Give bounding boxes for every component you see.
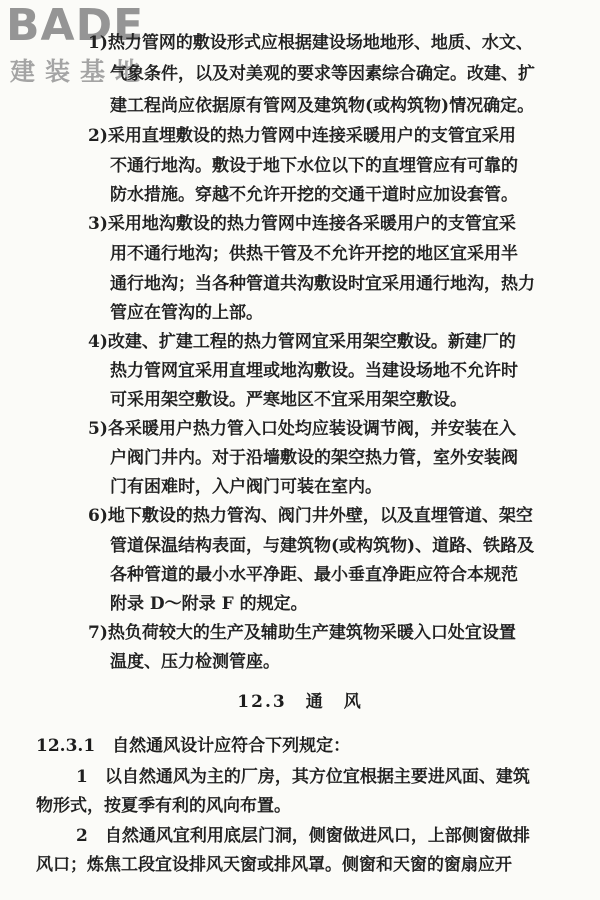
item-5-line-3: 门有困难时，入户阀门可装在室内。	[110, 477, 382, 497]
item-6-line-2: 管道保温结构表面，与建筑物(或构筑物)、道路、铁路及	[110, 536, 535, 556]
item-3-line-2: 用不通行地沟；供热干管及不允许开挖的地区宜采用半	[110, 244, 518, 264]
item-3-line-3: 通行地沟；当各种管道共沟敷设时宜采用通行地沟，热力	[110, 274, 535, 294]
item-2-line-3: 防水措施。穿越不允许开挖的交通干道时应加设套管。	[110, 185, 518, 205]
sub-item-1-line-2: 物形式，按夏季有利的风向布置。	[36, 796, 291, 816]
sub-item-2-line-1: 2 自然通风宜利用底层门洞，侧窗做进风口，上部侧窗做排	[76, 826, 530, 846]
clause-12-3-1	[36, 735, 350, 757]
watermark-tagline: 建装基地	[10, 57, 151, 86]
section-title: 通 风	[305, 692, 363, 712]
item-4-line-3: 可采用架空敷设。严寒地区不宜采用架空敷设。	[110, 390, 467, 410]
item-1-line-1: 1)热力管网的敷设形式应根据建设场地地形、地质、水文、	[88, 33, 533, 53]
item-2-line-1: 2)采用直埋敷设的热力管网中连接采暖用户的支管宜采用	[88, 126, 516, 146]
clause-number: 12.3.1	[36, 736, 96, 756]
sub-item-1-line-1: 1 以自然通风为主的厂房，其方位宜根据主要进风面、建筑	[76, 767, 530, 787]
item-6-line-1: 6)地下敷设的热力管沟、阀门井外壁，以及直埋管道、架空	[88, 506, 533, 526]
item-1-line-3: 建工程尚应依据原有管网及建筑物(或构筑物)情况确定。	[110, 96, 535, 116]
watermark-brand: BADE	[6, 0, 145, 51]
item-4-line-2: 热力管网宜采用直埋或地沟敷设。当建设场地不允许时	[110, 361, 518, 381]
item-7-line-2: 温度、压力检测管座。	[110, 652, 280, 672]
item-5-line-1: 5)各采暖用户热力管入口处均应装设调节阀，并安装在入	[88, 419, 516, 439]
clause-text: 自然通风设计应符合下列规定：	[112, 736, 351, 756]
item-5-line-2: 户阀门井内。对于沿墙敷设的架空热力管，室外安装阀	[110, 448, 518, 468]
item-3-line-4: 管应在管沟的上部。	[110, 303, 263, 323]
item-1-line-2: 气象条件，以及对美观的要求等因素综合确定。改建、扩	[110, 64, 535, 84]
item-7-line-1: 7)热负荷较大的生产及辅助生产建筑物采暖入口处宜设置	[88, 623, 516, 643]
item-3-line-1: 3)采用地沟敷设的热力管网中连接各采暖用户的支管宜采	[88, 214, 516, 234]
section-heading	[0, 691, 600, 713]
item-4-line-1: 4)改建、扩建工程的热力管网宜采用架空敷设。新建厂的	[88, 332, 516, 352]
item-2-line-2: 不通行地沟。敷设于地下水位以下的直埋管应有可靠的	[110, 156, 518, 176]
item-6-line-4: 附录 D～附录 F 的规定。	[110, 594, 308, 614]
section-number: 12.3	[237, 692, 287, 712]
item-6-line-3: 各种管道的最小水平净距、最小垂直净距应符合本规范	[110, 565, 518, 585]
sub-item-2-line-2: 风口；炼焦工段宜设排风天窗或排风罩。侧窗和天窗的窗扇应开	[36, 855, 512, 875]
